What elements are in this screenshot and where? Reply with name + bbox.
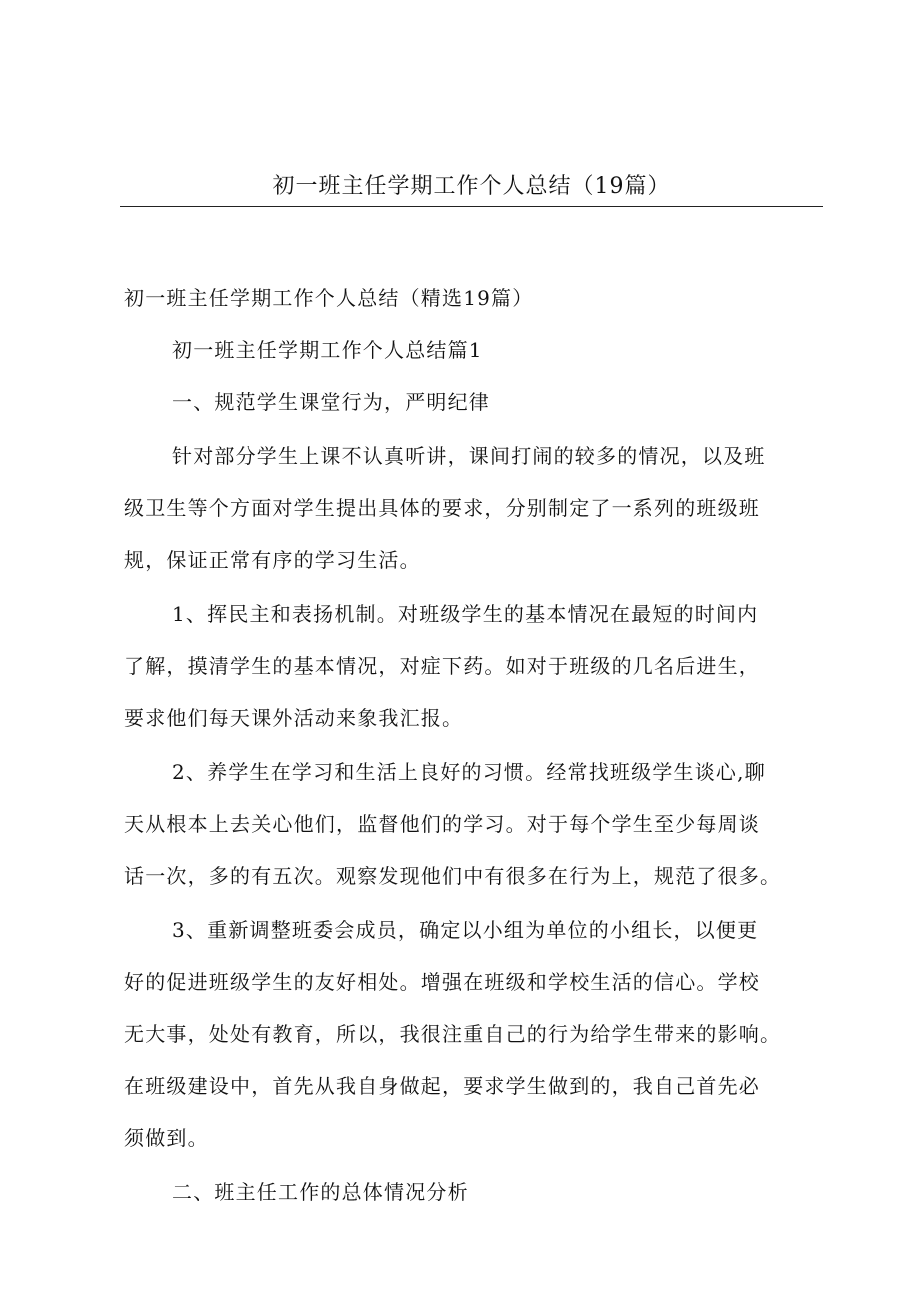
paragraph-line: 要求他们每天课外活动来象我汇报。 [124,706,464,730]
paragraph-line: 级卫生等个方面对学生提出具体的要求，分别制定了一系列的班级班 [124,496,760,520]
paragraph-line: 在班级建设中，首先从我自身做起，要求学生做到的，我自己首先必 [124,1074,760,1098]
paragraph-line: 天从根本上去关心他们，监督他们的学习。对于每个学生至少每周谈 [124,812,760,836]
section-title: 初一班主任学期工作个人总结篇1 [172,338,483,362]
header-divider [120,206,823,207]
paragraph-3 [124,754,824,894]
page-header-title: 初一班主任学期工作个人总结（19篇） [272,174,671,199]
paragraph-line: 话一次，多的有五次。观察发现他们中有很多在行为上，规范了很多。 [124,864,782,888]
paragraph-1 [124,438,824,578]
paragraph-line: 无大事，处处有教育，所以，我很注重自己的行为给学生带来的影响。 [124,1022,782,1046]
paragraph-line: 1、挥民主和表扬机制。对班级学生的基本情况在最短的时间内 [172,602,759,626]
paragraph-2 [124,596,824,736]
document-title: 初一班主任学期工作个人总结（精选19篇） [124,286,534,310]
paragraph-line: 规，保证正常有序的学习生活。 [124,548,421,572]
heading-2: 二、班主任工作的总体情况分析 [172,1180,469,1204]
paragraph-line: 2、养学生在学习和生活上良好的习惯。经常找班级学生谈心,聊 [172,760,766,784]
paragraph-line: 须做到。 [124,1126,209,1150]
paragraph-line: 好的促进班级学生的友好相处。增强在班级和学校生活的信心。学校 [124,970,760,994]
heading-1: 一、规范学生课堂行为，严明纪律 [172,390,490,414]
paragraph-line: 了解，摸清学生的基本情况，对症下药。如对于班级的几名后进生， [124,654,760,678]
paragraph-line: 3、重新调整班委会成员，确定以小组为单位的小组长，以便更 [172,918,759,942]
document-body [124,280,824,1210]
paragraph-4 [124,912,824,1156]
paragraph-line: 针对部分学生上课不认真听讲，课间打闹的较多的情况，以及班 [172,444,766,468]
